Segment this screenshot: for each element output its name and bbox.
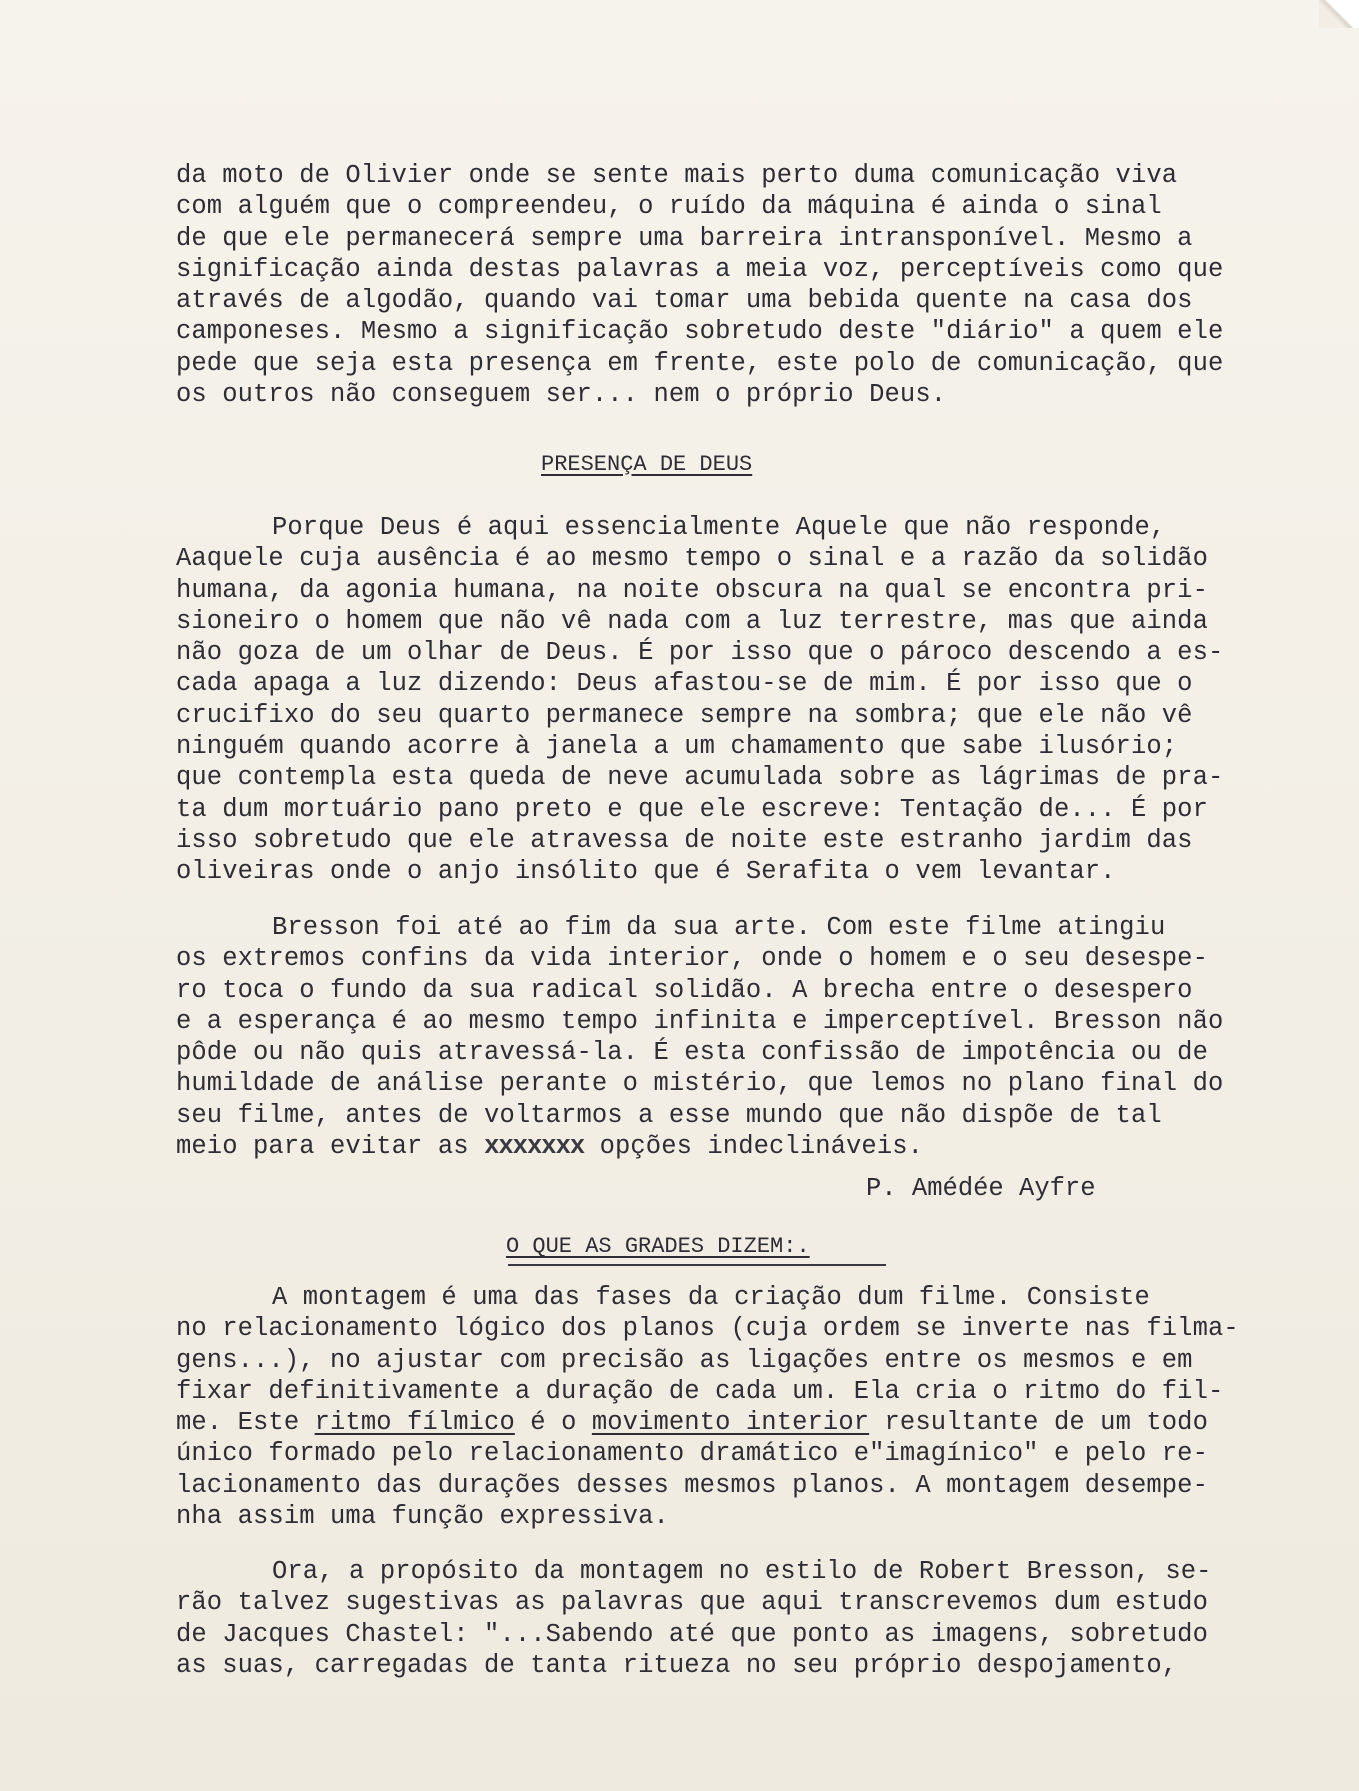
text-line: A montagem é uma das fases da criação dum filme. Consiste (272, 1283, 1150, 1312)
section-heading-presenca-de-deus: PRESENÇA DE DEUS (541, 452, 753, 477)
text-line: da moto de Olivier onde se sente mais perto duma comunicação viva (176, 161, 1178, 190)
section-heading-o-que-as-grades-dizem (506, 1234, 810, 1259)
section1-paragraph-1 (176, 512, 1256, 888)
section2-paragraph-1 (176, 1282, 1256, 1532)
text-line: Porque Deus é aqui essencialmente Aquele que não responde, (272, 513, 1166, 542)
text-line: de Jacques Chastel: "...Sabendo até que ponto as imagens, sobretudo (176, 1619, 1208, 1649)
text-fragment: me. Este (176, 1408, 315, 1438)
text-line: sioneiro o homem que não vê nada com a luz terrestre, mas que ainda (176, 606, 1208, 636)
text-line: de que ele permanecerá sempre uma barreira intransponível. Mesmo a (176, 223, 1193, 253)
text-line: que contempla esta queda de neve acumulada sobre as lágrimas de pra- (176, 763, 1224, 793)
text-fragment: opções indeclináveis. (584, 1132, 924, 1162)
text-line: não goza de um olhar de Deus. É por isso que o pároco descendo a es- (176, 638, 1224, 668)
text-line: Ora, a propósito da montagem no estilo de Robert Bresson, se- (272, 1557, 1212, 1586)
text-line: no relacionamento lógico dos planos (cuja ordem se inverte nas filma- (176, 1314, 1239, 1344)
struck-out-text: xxxxxxx (484, 1132, 585, 1162)
text-line: crucifixo do seu quarto permanece sempre na sombra; que ele não vê (176, 700, 1193, 730)
text-line: isso sobretudo que ele atravessa de noite este estranho jardim das (176, 825, 1193, 855)
underlined-term: movimento interior (591, 1408, 870, 1438)
text-line: seu filme, antes de voltarmos a esse mundo que não dispõe de tal (176, 1100, 1162, 1130)
text-line: humildade de análise perante o mistério, que lemos no plano final do (176, 1069, 1224, 1099)
section1-paragraph-2 (176, 912, 1256, 1162)
author-signature: P. Amédée Ayfre (866, 1174, 1096, 1203)
text-line: camponeses. Mesmo a significação sobretudo deste "diário" a quem ele (176, 317, 1224, 347)
text-line: fixar definitivamente a duração de cada um. Ela cria o ritmo do fil- (176, 1376, 1224, 1406)
text-line: Aaquele cuja ausência é ao mesmo tempo o sinal e a razão da solidão (176, 544, 1208, 574)
section2-paragraph-2 (176, 1556, 1256, 1681)
text-line: humana, da agonia humana, na noite obscura na qual se encontra pri- (176, 575, 1208, 605)
intro-paragraph (176, 160, 1256, 410)
text-fragment: meio para evitar as (176, 1132, 485, 1162)
text-line: através de algodão, quando vai tomar uma bebida quente na casa dos (176, 286, 1193, 316)
text-fragment: é o (514, 1408, 592, 1438)
text-line (176, 1407, 1256, 1438)
text-line: pede que seja esta presença em frente, este polo de comunicação, que (176, 348, 1224, 378)
text-line: os extremos confins da vida interior, onde o homem e o seu desespe- (176, 944, 1208, 974)
folded-corner (1319, 0, 1359, 28)
text-fragment: resultante de um todo (869, 1408, 1208, 1438)
text-line: significação ainda destas palavras a meia voz, perceptíveis como que (176, 254, 1224, 284)
text-line: Bresson foi até ao fim da sua arte. Com este filme atingiu (272, 913, 1166, 942)
text-line: com alguém que o compreendeu, o ruído da máquina é ainda o sinal (176, 192, 1162, 222)
heading-text: O QUE AS GRADES DIZEM:. (506, 1234, 810, 1259)
text-line: único formado pelo relacionamento dramático e"imagínico" e pelo re- (176, 1439, 1208, 1469)
text-line: lacionamento das durações desses mesmos planos. A montagem desempe- (176, 1470, 1208, 1500)
text-line (176, 1131, 1256, 1162)
text-line: os outros não conseguem ser... nem o próprio Deus. (176, 380, 947, 410)
text-line: ro toca o fundo da sua radical solidão. A brecha entre o desespero (176, 975, 1193, 1005)
text-line: ninguém quando acorre à janela a um chamamento que sabe ilusório; (176, 732, 1178, 762)
heading-rule (508, 1264, 886, 1266)
text-line: nha assim uma função expressiva. (176, 1502, 669, 1532)
underlined-term: ritmo fílmico (314, 1408, 515, 1438)
text-line: cada apaga a luz dizendo: Deus afastou-se de mim. É por isso que o (176, 669, 1193, 699)
text-line: as suas, carregadas de tanta ritueza no seu próprio despojamento, (176, 1650, 1178, 1680)
text-line: oliveiras onde o anjo insólito que é Serafita o vem levantar. (176, 857, 1116, 887)
text-line: ta dum mortuário pano preto e que ele escreve: Tentação de... É por (176, 794, 1208, 824)
text-line: rão talvez sugestivas as palavras que aqui transcrevemos dum estudo (176, 1588, 1208, 1618)
text-line: gens...), no ajustar com precisão as ligações entre os mesmos e em (176, 1345, 1193, 1375)
text-line: e a esperança é ao mesmo tempo infinita e imperceptível. Bresson não (176, 1006, 1224, 1036)
text-line: pôde ou não quis atravessá-la. É esta confissão de impotência ou de (176, 1038, 1208, 1068)
